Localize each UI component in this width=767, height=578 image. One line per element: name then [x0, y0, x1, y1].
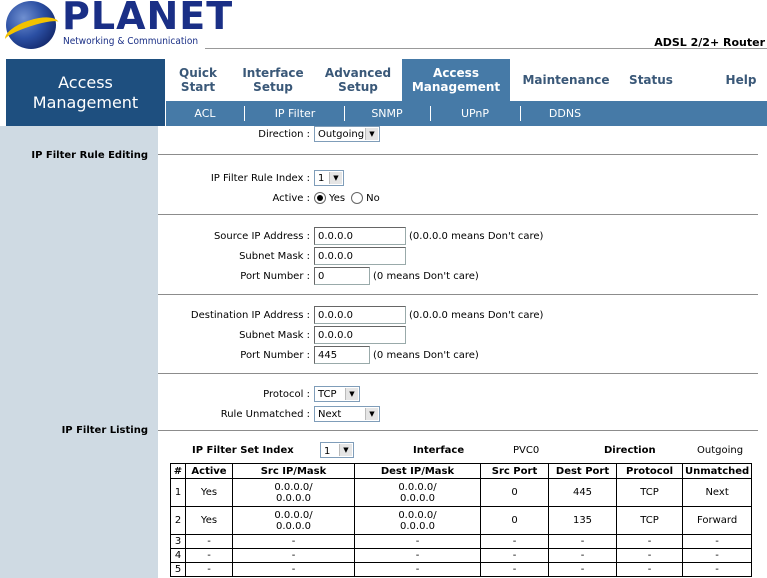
dest-port-row — [158, 345, 767, 365]
source-port-label: Port Number : — [240, 270, 310, 282]
tab-label: Setup — [338, 80, 378, 94]
dest-mask-label: Subnet Mask : — [239, 329, 310, 341]
tab-label: Setup — [253, 80, 293, 94]
subtab-separator — [520, 106, 521, 121]
sidebar-label-listing: IP Filter Listing — [61, 425, 148, 436]
table-row — [171, 563, 752, 577]
direction-list-label: Direction — [604, 445, 656, 456]
subtab-separator — [344, 106, 345, 121]
subtab-upnp[interactable]: UPnP — [460, 107, 490, 120]
cell-active: - — [186, 535, 233, 549]
dest-ip-hint: (0.0.0.0 means Don't care) — [409, 309, 544, 321]
table-row — [171, 479, 752, 507]
cell-protocol: - — [617, 563, 683, 577]
cell-text: 0.0.0.0/ — [274, 509, 313, 521]
cell-active: - — [186, 549, 233, 563]
cell-protocol: TCP — [617, 479, 683, 507]
rule-index-value: 1 — [318, 172, 325, 184]
rule-index-label: IP Filter Rule Index : — [210, 172, 310, 184]
direction-value: Outgoing — [318, 128, 365, 140]
set-index-label: IP Filter Set Index — [192, 445, 294, 456]
cell-dest-ip — [355, 507, 481, 535]
main-content — [158, 126, 767, 578]
dest-ip-row — [158, 305, 767, 325]
dest-ip-label: Destination IP Address : — [190, 309, 310, 321]
subtab-separator — [244, 106, 245, 121]
cell-src-ip — [233, 479, 355, 507]
cell-unmatched: Forward — [683, 507, 752, 535]
interface-value: PVC0 — [513, 445, 540, 456]
cell-index: 2 — [171, 507, 186, 535]
interface-label: Interface — [413, 445, 465, 456]
cell-protocol: TCP — [617, 507, 683, 535]
set-index-select[interactable] — [320, 442, 354, 458]
unmatched-value: Next — [318, 408, 342, 420]
column-header: Src IP/Mask — [233, 464, 355, 479]
dest-ip-input[interactable]: 0.0.0.0 — [314, 306, 406, 324]
brand-tagline: Networking & Communication — [63, 36, 199, 47]
divider — [158, 373, 758, 374]
cell-active: Yes — [186, 507, 233, 535]
cell-src-port: 0 — [481, 507, 549, 535]
direction-row — [158, 124, 767, 144]
rule-index-select[interactable] — [314, 170, 344, 186]
tab-label: Help — [725, 73, 757, 87]
sidebar — [0, 126, 158, 578]
column-header: Dest Port — [549, 464, 617, 479]
cell-index: 4 — [171, 549, 186, 563]
cell-src-port: - — [481, 549, 549, 563]
tab-label: Advanced — [324, 66, 392, 80]
chevron-down-icon: ▼ — [365, 128, 378, 140]
tab-label: Status — [629, 73, 673, 87]
divider — [158, 430, 758, 431]
cell-unmatched: - — [683, 563, 752, 577]
source-port-input[interactable]: 0 — [314, 267, 370, 285]
brand-name: PLANET — [62, 0, 234, 38]
table-row — [171, 507, 752, 535]
source-port-row — [158, 266, 767, 286]
protocol-value: TCP — [318, 388, 337, 400]
source-mask-row — [158, 246, 767, 266]
chevron-down-icon: ▼ — [329, 172, 342, 184]
cell-index: 5 — [171, 563, 186, 577]
cell-dest-ip — [355, 479, 481, 507]
tab-label: Start — [180, 80, 216, 94]
subtab-ip-filter[interactable]: IP Filter — [274, 107, 316, 120]
protocol-label: Protocol : — [263, 388, 310, 400]
divider — [158, 294, 758, 295]
cell-text: 0.0.0.0/ — [398, 481, 437, 493]
subtab-separator — [430, 106, 431, 121]
tab-label: Quick — [179, 66, 217, 80]
cell-dest-port: - — [549, 549, 617, 563]
cell-unmatched: - — [683, 535, 752, 549]
section-title-line2: Management — [32, 92, 139, 112]
listing-header — [158, 442, 767, 460]
header — [0, 0, 767, 58]
divider — [158, 154, 758, 155]
sub-nav — [166, 101, 767, 126]
cell-dest-port: 445 — [549, 479, 617, 507]
active-options — [314, 192, 380, 204]
dest-port-hint: (0 means Don't care) — [373, 349, 479, 361]
table-row — [171, 549, 752, 563]
unmatched-select[interactable] — [314, 406, 380, 422]
cell-src-port: - — [481, 535, 549, 549]
active-row — [158, 188, 767, 208]
protocol-select[interactable] — [314, 386, 360, 402]
tab-advanced-setup[interactable] — [316, 59, 400, 101]
protocol-row — [158, 384, 767, 404]
tab-label: Interface — [242, 66, 304, 80]
unmatched-label: Rule Unmatched : — [220, 408, 310, 420]
direction-list-value: Outgoing — [697, 445, 744, 456]
main-nav — [166, 59, 767, 101]
source-ip-row — [158, 226, 767, 246]
column-header: # — [171, 464, 186, 479]
cell-dest-ip: - — [355, 549, 481, 563]
ip-filter-table — [170, 463, 752, 577]
table-header-row — [171, 464, 752, 479]
subtab-acl[interactable]: ACL — [194, 107, 216, 120]
direction-label: Direction : — [258, 128, 310, 140]
chevron-down-icon: ▼ — [345, 388, 358, 400]
tab-maintenance[interactable] — [516, 59, 616, 101]
tab-status[interactable] — [620, 59, 682, 101]
active-no-radio[interactable] — [351, 192, 363, 204]
dest-port-label: Port Number : — [240, 349, 310, 361]
source-ip-label: Source IP Address : — [213, 230, 310, 242]
source-port-hint: (0 means Don't care) — [373, 270, 479, 282]
cell-unmatched: Next — [683, 479, 752, 507]
dest-port-input[interactable]: 445 — [314, 346, 370, 364]
source-mask-input[interactable]: 0.0.0.0 — [314, 247, 406, 265]
divider — [158, 214, 758, 215]
column-header: Dest IP/Mask — [355, 464, 481, 479]
cell-dest-ip: - — [355, 563, 481, 577]
cell-dest-port: - — [549, 563, 617, 577]
tab-label: Management — [411, 80, 501, 94]
source-mask-label: Subnet Mask : — [239, 250, 310, 262]
cell-dest-ip: - — [355, 535, 481, 549]
active-label: Active : — [272, 192, 310, 204]
direction-select[interactable] — [314, 126, 380, 142]
tab-label: Maintenance — [522, 73, 610, 87]
sidebar-label-editing: IP Filter Rule Editing — [31, 150, 148, 161]
source-ip-input[interactable]: 0.0.0.0 — [314, 227, 406, 245]
cell-src-port: 0 — [481, 479, 549, 507]
column-header: Unmatched — [683, 464, 752, 479]
dest-mask-input[interactable]: 0.0.0.0 — [314, 326, 406, 344]
cell-src-ip: - — [233, 563, 355, 577]
chevron-down-icon: ▼ — [365, 408, 378, 420]
set-index-value: 1 — [324, 446, 331, 457]
tab-access-management[interactable] — [402, 59, 510, 101]
tab-label: Access — [433, 66, 479, 80]
cell-active: - — [186, 563, 233, 577]
cell-src-ip: - — [233, 549, 355, 563]
cell-protocol: - — [617, 535, 683, 549]
active-yes-label: Yes — [329, 192, 346, 204]
cell-dest-port: 135 — [549, 507, 617, 535]
cell-text: 0.0.0.0 — [276, 520, 311, 532]
cell-index: 3 — [171, 535, 186, 549]
active-no-label: No — [366, 192, 380, 204]
source-ip-hint: (0.0.0.0 means Don't care) — [409, 230, 544, 242]
section-title — [6, 59, 165, 126]
tab-quick-start[interactable] — [166, 59, 230, 101]
cell-text: 0.0.0.0 — [400, 492, 435, 504]
cell-text: 0.0.0.0/ — [398, 509, 437, 521]
unmatched-row — [158, 404, 767, 424]
chevron-down-icon: ▼ — [339, 444, 352, 456]
cell-text: 0.0.0.0/ — [274, 481, 313, 493]
tab-help[interactable] — [718, 59, 764, 101]
cell-dest-port: - — [549, 535, 617, 549]
cell-text: 0.0.0.0 — [276, 492, 311, 504]
cell-unmatched: - — [683, 549, 752, 563]
cell-src-port: - — [481, 563, 549, 577]
rule-index-row — [158, 168, 767, 188]
cell-active: Yes — [186, 479, 233, 507]
cell-src-ip — [233, 507, 355, 535]
table-row — [171, 535, 752, 549]
subtab-ddns[interactable]: DDNS — [548, 107, 582, 120]
active-yes-radio[interactable] — [314, 192, 326, 204]
column-header: Src Port — [481, 464, 549, 479]
cell-index: 1 — [171, 479, 186, 507]
cell-src-ip: - — [233, 535, 355, 549]
column-header: Protocol — [617, 464, 683, 479]
cell-text: 0.0.0.0 — [400, 520, 435, 532]
tab-interface-setup[interactable] — [232, 59, 314, 101]
column-header: Active — [186, 464, 233, 479]
subtab-snmp[interactable]: SNMP — [371, 107, 403, 120]
dest-mask-row — [158, 325, 767, 345]
product-name: ADSL 2/2+ Router — [654, 36, 765, 49]
cell-protocol: - — [617, 549, 683, 563]
section-title-line1: Access — [58, 72, 113, 92]
